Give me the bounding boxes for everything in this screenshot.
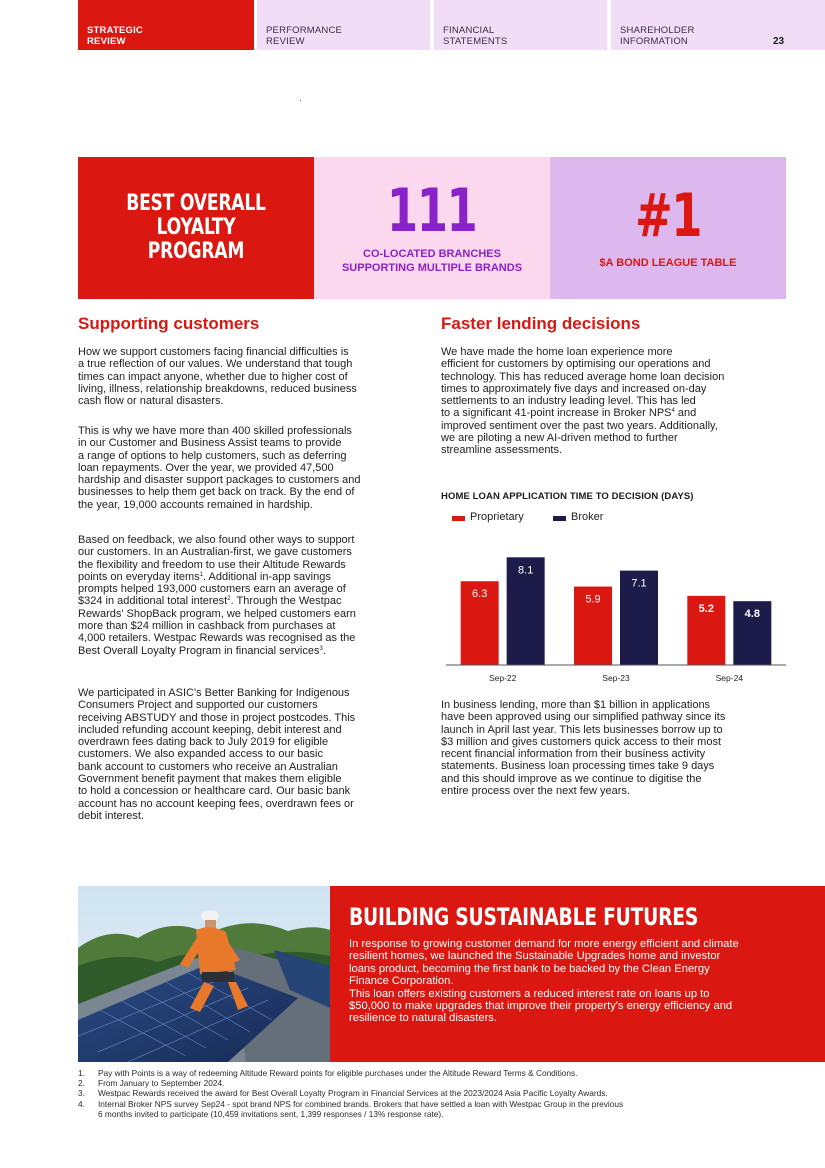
footnote-ref[interactable]: 2 xyxy=(227,596,231,603)
text-line: loan repayments. Over the year, we provided 47,500 xyxy=(78,461,334,474)
award-line: PROGRAM xyxy=(147,239,245,264)
text-line: account has no account keeping fees, overdrawn fees or xyxy=(78,797,354,810)
legend-swatch-proprietary xyxy=(452,516,465,521)
footnote-number: 3. xyxy=(78,1088,85,1099)
banner-text xyxy=(349,938,739,1025)
text-line: We participated in ASIC's Better Banking for Indigenous xyxy=(78,687,350,699)
left-paragraph-1 xyxy=(78,346,357,407)
award-tile xyxy=(78,157,314,299)
bar-value-label: 6.3 xyxy=(472,588,488,601)
text-line: a range of options to help customers, such as deferring xyxy=(78,449,347,462)
text-line: Pay with Points is a way of redeeming Altitude Reward points for eligible purchases under the Altitude Reward Terms & Conditions. xyxy=(98,1068,578,1078)
footnotes xyxy=(78,1068,623,1119)
text-line: living, illness, relationship breakdowns, reduced business xyxy=(78,382,357,395)
text-line: streamline assessments. xyxy=(441,444,563,457)
bar-value-label: 4.8 xyxy=(744,608,760,621)
x-tick-label: Sep-24 xyxy=(715,673,744,683)
footnote-text xyxy=(98,1078,224,1088)
faster-lending-heading: Faster lending decisions xyxy=(441,314,641,333)
award-line: BEST OVERALL xyxy=(126,191,266,216)
legend-label: Proprietary xyxy=(470,511,524,523)
text-fragment: to a significant 41-point increase in Broker NPS xyxy=(441,407,672,420)
text-line: to hold a concession or healthcare card. Our basic bank xyxy=(78,785,351,798)
footnote-2 xyxy=(78,1078,623,1088)
text-line: Westpac Rewards received the award for Best Overall Loyalty Program in Financial Services at the 2023/2024 Asia Pacific Loyalty Awards. xyxy=(98,1088,608,1099)
text-fragment: . xyxy=(322,644,326,657)
tab-line: REVIEW xyxy=(87,36,126,47)
text-line xyxy=(441,407,724,419)
text-line: Based on feedback, we also found other ways to support xyxy=(78,534,355,546)
text-line: $50,000 to make upgrades that improve their property's energy efficiency and xyxy=(349,1000,733,1013)
footnote-ref[interactable]: 4 xyxy=(671,408,675,415)
tab-line: PERFORMANCE xyxy=(266,25,343,36)
text-line: We have made the home loan experience more xyxy=(441,346,673,358)
text-line: This loan offers existing customers a reduced interest rate on loans up to xyxy=(349,987,710,1000)
footnote-3 xyxy=(78,1088,623,1098)
text-line: included refunding account keeping, debit interest and xyxy=(78,723,342,736)
text-line: launch in April last year. This lets businesses borrow up to xyxy=(441,723,723,736)
bar-value-label: 7.1 xyxy=(631,577,647,590)
x-tick-label: Sep-22 xyxy=(488,673,517,683)
text-line: debit interest. xyxy=(78,809,145,822)
supporting-customers-heading: Supporting customers xyxy=(78,314,260,333)
branches-caption xyxy=(342,247,522,275)
text-fragment: . Additional in-app savings xyxy=(203,570,331,583)
text-line: settlements to an industry leading level. This has led xyxy=(441,395,696,408)
right-business-paragraph xyxy=(441,699,725,797)
text-line: Internal Broker NPS survey Sep24 - spot brand NPS for combined brands. Brokers that have settled a loan with Westpac Group in the previous xyxy=(98,1098,624,1109)
page-number: 23 xyxy=(773,36,785,47)
footnote-1 xyxy=(78,1068,623,1078)
text-line: in our Customer and Business Assist teams to provide xyxy=(78,437,342,450)
footnote-number: 1. xyxy=(78,1068,85,1078)
left-paragraph-4 xyxy=(78,687,355,822)
bond-tile xyxy=(550,157,786,299)
footnote-text xyxy=(98,1088,608,1098)
text-line: times to approximately five days and increased on-day xyxy=(441,382,707,395)
text-line xyxy=(78,571,356,583)
text-line: Finance Corporation. xyxy=(349,975,454,988)
text-line: the year, 19,000 accounts remained in hardship. xyxy=(78,498,313,511)
footnote-ref[interactable]: 1 xyxy=(199,571,204,578)
footnote-number: 2. xyxy=(78,1078,85,1089)
text-line: 4,000 retailers. Westpac Rewards was recognised as the xyxy=(78,632,356,645)
bar-value-label: 5.9 xyxy=(585,593,601,606)
legend-broker xyxy=(553,511,603,523)
bar-value-label: 8.1 xyxy=(518,564,534,577)
sustainable-futures-banner xyxy=(330,886,825,1062)
tab-line: STRATEGIC xyxy=(87,25,143,36)
text-line: times can impact anyone, whether due to higher cost of xyxy=(78,370,348,383)
text-line: In response to growing customer demand for more energy efficient and climate xyxy=(349,938,739,950)
text-line: loans product, becoming the first bank to be backed by the Clean Energy xyxy=(349,962,710,975)
text-line: 6 months invited to participate (10,459 invitations sent, 1,399 responses / 13% response rate). xyxy=(98,1108,444,1119)
tab-strategic-review[interactable] xyxy=(78,0,254,50)
text-line xyxy=(78,645,356,657)
text-line: hardship and disaster support packages to customers and xyxy=(78,474,361,487)
text-fragment: . Through the Westpac xyxy=(230,595,342,608)
text-line: entire process over the next few years. xyxy=(441,785,630,798)
banner-title: BUILDING SUSTAINABLE FUTURES xyxy=(349,903,699,931)
footnote-number: 4. xyxy=(78,1098,85,1109)
text-line: statements. Business loan processing times take 9 days xyxy=(441,760,715,773)
left-paragraph-2 xyxy=(78,425,361,511)
legend-label: Broker xyxy=(571,511,604,523)
caption-line: SUPPORTING MULTIPLE BRANDS xyxy=(341,262,523,274)
text-line: Government benefit payment that makes them eligible xyxy=(78,773,342,786)
text-line: From January to September 2024. xyxy=(98,1078,225,1089)
text-line: Consumers Project and supported our customers xyxy=(78,699,318,712)
text-line: businesses to help them get back on track. By the end of xyxy=(78,486,355,499)
legend-swatch-broker xyxy=(553,516,566,521)
text-line: How we support customers facing financial difficulties is xyxy=(78,346,349,358)
right-intro-paragraph xyxy=(441,346,724,457)
text-line: cash flow or natural disasters. xyxy=(78,395,224,408)
stray-dot xyxy=(300,100,301,101)
text-line: Rewards' ShopBack program, we helped customers earn xyxy=(78,607,356,620)
text-line: have been approved using our simplified pathway since its xyxy=(441,711,726,724)
text-line: overdrawn fees dating back to July 2019 for eligible xyxy=(78,736,329,749)
award-line: LOYALTY xyxy=(156,215,236,240)
bond-number: #1 xyxy=(634,181,702,251)
caption-line: $A BOND LEAGUE TABLE xyxy=(599,257,737,269)
legend-proprietary xyxy=(452,511,524,523)
text-line: more than $24 million in cashback from purchases at xyxy=(78,620,336,633)
tab-line: FINANCIAL xyxy=(443,25,495,36)
text-line: technology. This has reduced average home loan decision xyxy=(441,370,725,383)
tab-line: INFORMATION xyxy=(620,36,688,47)
text-line: receiving ABSTUDY and those in project postcodes. This xyxy=(78,711,356,724)
x-tick-label: Sep-23 xyxy=(602,673,630,683)
award-title xyxy=(99,192,294,264)
tab-financial-statements[interactable] xyxy=(434,0,607,50)
text-line: customers. We also expanded access to our basic xyxy=(78,748,323,761)
left-paragraph-3 xyxy=(78,534,356,657)
text-fragment: and xyxy=(674,407,697,420)
solar-installer-photo xyxy=(78,886,330,1062)
text-line: resilience to natural disasters. xyxy=(349,1012,497,1025)
branches-number: 111 xyxy=(387,176,477,246)
text-line: a true reflection of our values. We understand that tough xyxy=(78,358,353,371)
text-fragment: points on everyday items xyxy=(78,570,200,583)
text-line: resilient homes, we launched the Sustainable Upgrades home and investor xyxy=(349,950,721,963)
decision-time-chart xyxy=(441,530,791,688)
chart-title: HOME LOAN APPLICATION TIME TO DECISION (DAYS) xyxy=(441,491,694,502)
text-line: $3 million and gives customers quick access to their most xyxy=(441,735,722,748)
text-line: and this should improve as we continue to digitise the xyxy=(441,772,702,785)
tab-line: REVIEW xyxy=(266,36,305,47)
tab-line: STATEMENTS xyxy=(443,36,508,47)
text-line: In business lending, more than $1 billion in applications xyxy=(441,699,711,711)
text-line: improved sentiment over the past two years. Additionally, xyxy=(441,419,718,432)
text-line: bank account to customers who receive an Australian xyxy=(78,760,338,773)
footnote-ref[interactable]: 3 xyxy=(319,645,323,652)
text-fragment: Best Overall Loyalty Program in financial services xyxy=(78,644,320,657)
tab-performance-review[interactable] xyxy=(257,0,430,50)
tab-shareholder-information[interactable] xyxy=(611,0,825,50)
text-line: the flexibility and freedom to use their Altitude Rewards xyxy=(78,558,346,571)
text-line: This is why we have more than 400 skilled professionals xyxy=(78,425,352,437)
footnote-text xyxy=(98,1099,623,1119)
caption-line: CO-LOCATED BRANCHES xyxy=(363,248,501,260)
tab-line: SHAREHOLDER xyxy=(620,25,695,36)
branches-tile xyxy=(314,157,550,299)
text-line: prompts helped 193,000 customers earn an average of xyxy=(78,583,346,596)
bar-value-label: 5.2 xyxy=(698,602,714,615)
text-line: our customers. In an Australian-first, we gave customers xyxy=(78,546,352,559)
footnote-4 xyxy=(78,1099,623,1119)
footnote-text xyxy=(98,1068,577,1078)
text-line: we are piloting a new AI-driven method to further xyxy=(441,432,678,445)
solar-scene-illustration xyxy=(78,886,330,1062)
text-fragment: $324 in additional total interest xyxy=(78,595,228,608)
text-line: recent financial information from their business activity xyxy=(441,748,706,761)
text-line: efficient for customers by optimising our operations and xyxy=(441,358,711,371)
text-line xyxy=(78,595,356,607)
bond-caption xyxy=(600,256,737,270)
